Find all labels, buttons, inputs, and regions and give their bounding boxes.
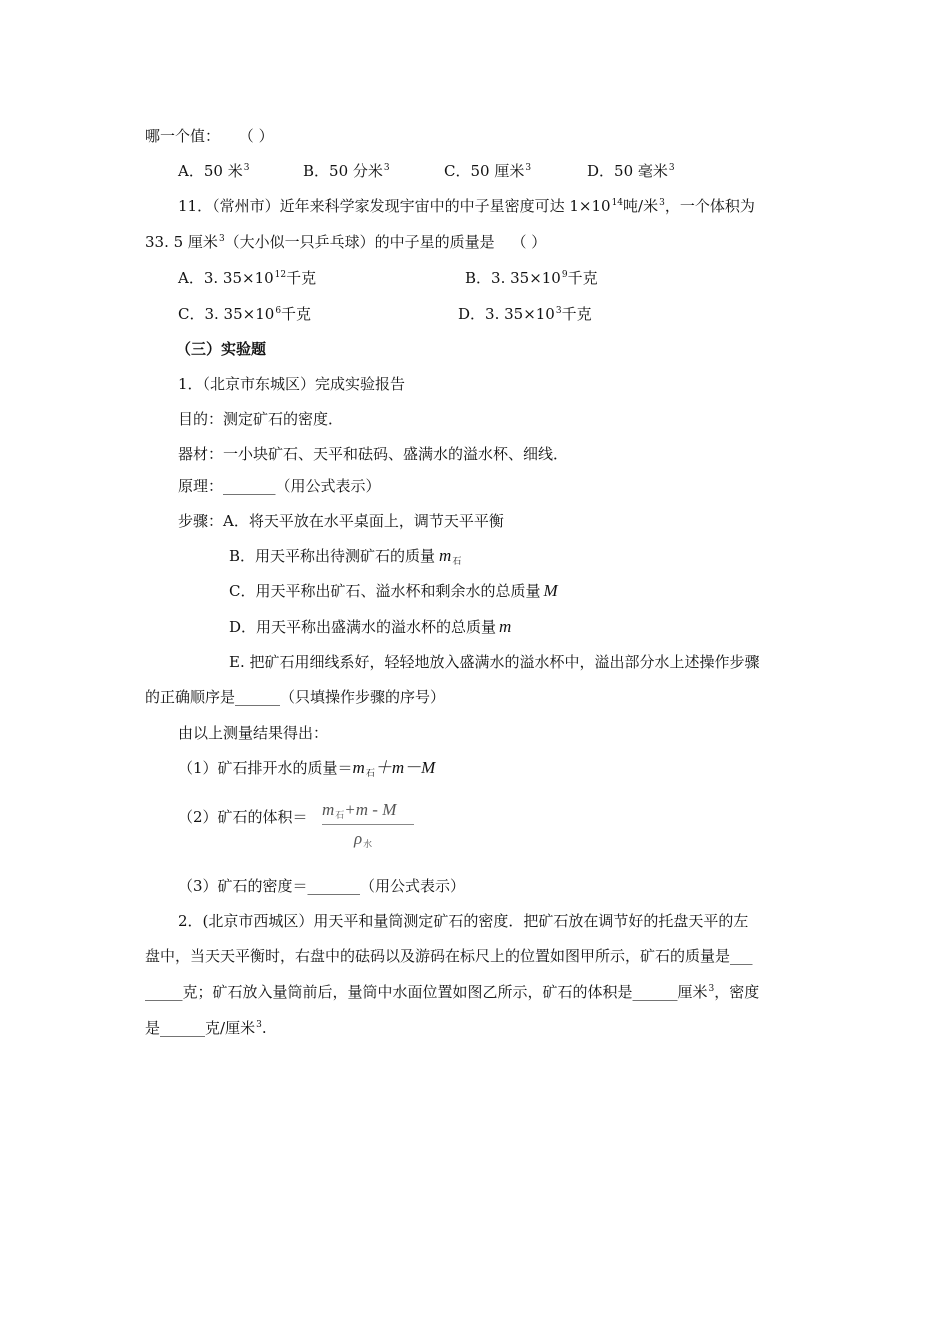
exp1-purpose: 目的：测定矿石的密度． [178,410,344,428]
option-exponent: 3 [668,163,675,173]
exp1-step-a [178,511,504,531]
q11-answer-paren: （ ） [511,233,547,251]
option-exponent: 12 [274,270,287,280]
density-blank: ______ [160,1019,206,1037]
option-exponent: 9 [561,270,568,280]
q11-text: （大小似一只乒乓球）的中子星的质量是 [224,233,495,251]
option-text: C．3. 35×10 [178,305,275,323]
steps-label: 步骤： [178,512,224,530]
principle-hint: （用公式表示） [275,477,381,495]
q11-option-d [458,304,592,327]
option-exponent: 3 [383,163,390,173]
exp1-step-e: E. 把矿石用细线系好，轻轻地放入盛满水的溢水杯中，溢出部分水上述操作步骤 [229,653,760,671]
exp1-order [145,687,445,707]
numerator-expression: +m - M [344,800,397,819]
option-unit: 千克 [567,269,598,287]
exp2-text: 是 [145,1019,161,1037]
option-letter: D． [587,162,615,180]
q11-option-b [465,268,598,291]
q11-text: 11．（常州市）近年来科学家发现宇宙中的中子星密度可达 1×10 [178,197,611,215]
density-symbol: ρ [354,829,363,848]
q11-exponent: 14 [611,198,624,208]
step-d-text: D．用天平称出盛满水的溢水杯的总质量 [229,618,497,636]
unit-exponent: 3 [708,984,715,994]
volume-fraction [322,800,417,852]
exp1-result-3 [178,876,465,896]
result-1-expression: ＋m－M [374,758,436,777]
mass-blank: ___ [730,947,753,965]
option-text: B．3. 35×10 [465,269,561,287]
density-subscript: 水 [363,840,373,850]
option-number: 50 [470,162,490,180]
principle-blank: _______ [223,477,276,495]
q11-stem-line2 [145,232,546,255]
q11-unit: 吨/米 [623,197,659,215]
unit-exponent: 3 [256,1020,262,1030]
result-3-hint: （用公式表示） [360,877,466,895]
volume-unit: 厘米 [677,983,708,1001]
step-b-text: B．用天平称出待测矿石的质量 [229,547,436,565]
q10-option-c [444,161,531,184]
option-letter: B． [303,162,330,180]
exp1-step-d [229,617,511,637]
mass-subscript: 石 [365,769,375,779]
q11-text: ，一个体积为 [664,197,755,215]
order-text: 的正确顺序是 [145,688,236,706]
exp1-title: 1．（北京市东城区）完成实验报告 [178,375,406,393]
exp2-line-3 [145,982,759,1005]
fraction-denominator [354,829,372,849]
option-exponent: 6 [275,306,282,316]
option-exponent: 3 [243,163,250,173]
exp1-equipment: 器材：一小块矿石、天平和砝码、盛满水的溢水杯、细线． [178,445,569,463]
option-unit: 米 [227,162,243,180]
exp2-line-1: 2．(北京市西城区）用天平和量筒测定矿石的密度．把矿石放在调节好的托盘天平的左 [178,912,749,930]
option-unit: 千克 [281,305,312,323]
option-number: 50 [614,162,634,180]
q11-option-c [178,304,311,327]
exp1-step-c [229,581,558,601]
section-heading: （三）实验题 [176,340,267,358]
mass-subscript: 石 [335,811,345,821]
step-c-text: C．用天平称出矿石、溢水杯和剩余水的总质量 [229,582,541,600]
mass-variable: m [499,617,512,636]
option-unit: 千克 [286,269,317,287]
q10-option-a [178,161,249,184]
q11-exponent: 3 [659,198,665,208]
exp2-line-4 [145,1018,267,1041]
result-3-label: （3）矿石的密度＝ [178,877,308,895]
exp1-principle [178,476,381,496]
exp1-step-b [229,546,461,569]
exp1-result-2-label: （2）矿石的体积＝ [178,808,308,826]
q11-stem-line1 [178,196,755,219]
option-number: 50 [203,162,223,180]
order-hint: （只填操作步骤的序号） [280,688,446,706]
order-blank: ______ [235,688,281,706]
option-unit: 分米 [352,162,383,180]
mass-variable: m [322,800,335,819]
option-exponent: 3 [525,163,532,173]
exp2-line-2 [145,946,753,966]
q10-option-b [303,161,390,184]
mass-variable: m [352,758,365,777]
q10-option-d [587,161,675,184]
volume-blank: ______ [632,983,678,1001]
option-number: 50 [329,162,349,180]
option-unit: 毫米 [637,162,668,180]
q11-option-a [178,268,316,291]
exp2-text: ，密度 [714,983,760,1001]
option-unit: 千克 [561,305,592,323]
principle-label: 原理： [178,477,224,495]
step-a-text: A．将天平放在水平桌面上，调节天平平衡 [223,512,504,530]
exp2-text: . [261,1019,267,1037]
q10-answer-paren: （ ） [238,127,274,145]
exp1-result-1 [178,758,435,781]
q10-stem-text: 哪一个值： [145,127,221,145]
exp2-text: 盘中，当天天平衡时，右盘中的砝码以及游码在标尺上的位置如图甲所示，矿石的质量是 [145,947,731,965]
density-unit: 克/厘米 [205,1019,256,1037]
option-text: A．3. 35×10 [178,269,274,287]
mass-variable: m [439,546,452,565]
mass-blank: _____ [145,983,183,1001]
q10-stem-tail [145,126,274,146]
q11-text: 33. 5 厘米 [145,233,218,251]
option-unit: 厘米 [494,162,525,180]
exp2-text: 克；矿石放入量筒前后，量筒中水面位置如图乙所示，矿石的体积是 [182,983,633,1001]
q11-exponent: 3 [218,234,225,244]
mass-subscript: 石 [452,557,462,567]
fraction-numerator [322,800,396,820]
option-letter: A． [178,162,204,180]
option-letter: C． [444,162,471,180]
result-1-label: （1）矿石排开水的质量＝ [178,759,353,777]
result-3-blank: _______ [307,877,361,895]
option-exponent: 3 [555,306,562,316]
exp1-results-intro: 由以上测量结果得出： [178,724,329,742]
option-text: D．3. 35×10 [458,305,555,323]
total-mass-variable: M [543,581,558,600]
fraction-bar [322,824,414,825]
